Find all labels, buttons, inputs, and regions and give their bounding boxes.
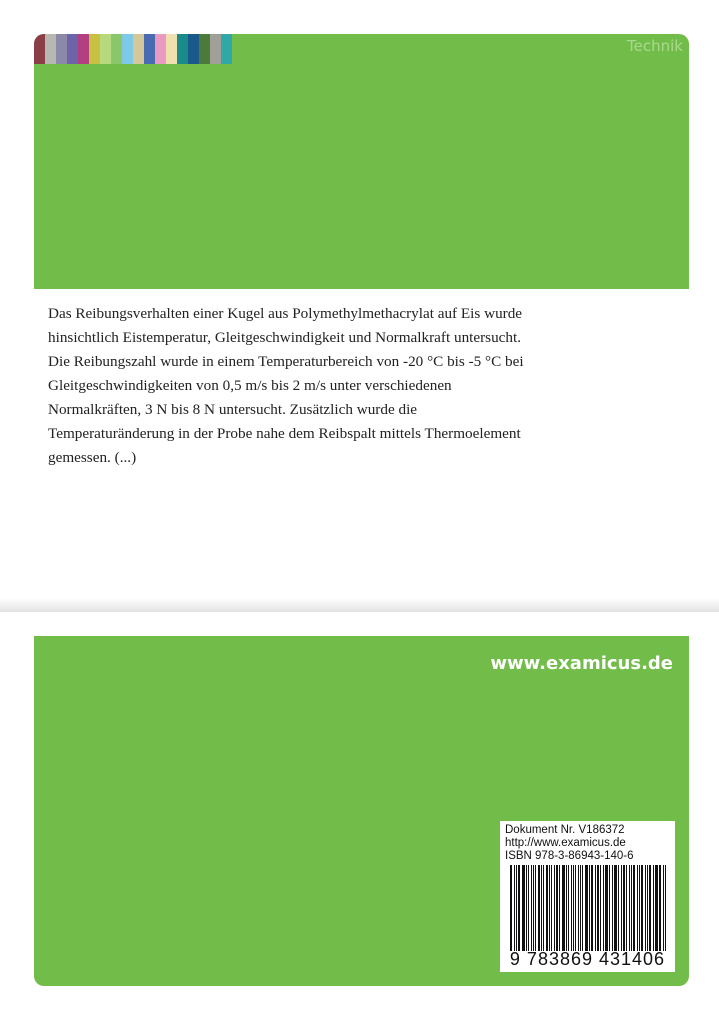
color-stripe bbox=[133, 34, 144, 64]
barcode-bar bbox=[623, 865, 625, 951]
color-stripe bbox=[155, 34, 166, 64]
barcode-bar bbox=[641, 865, 643, 951]
barcode-bar bbox=[535, 865, 536, 951]
color-stripe bbox=[34, 34, 45, 64]
color-stripe bbox=[100, 34, 111, 64]
barcode-bar bbox=[609, 865, 610, 951]
color-stripe bbox=[111, 34, 122, 64]
top-green-panel bbox=[34, 34, 689, 289]
isbn: ISBN 978-3-86943-140-6 bbox=[505, 850, 634, 862]
barcode-bar bbox=[556, 865, 558, 951]
barcode-bar bbox=[626, 865, 627, 951]
barcode-bar bbox=[605, 865, 608, 951]
barcode-bar bbox=[543, 865, 544, 951]
abstract-line: gemessen. (...) bbox=[48, 449, 137, 466]
barcode-bar bbox=[603, 865, 604, 951]
barcode-bar bbox=[595, 865, 596, 951]
abstract-text bbox=[48, 302, 678, 470]
barcode-bar bbox=[571, 865, 572, 951]
color-stripe bbox=[67, 34, 78, 64]
barcode-bar bbox=[516, 865, 517, 951]
color-stripe bbox=[78, 34, 89, 64]
color-stripe bbox=[177, 34, 188, 64]
barcode-bars bbox=[508, 865, 668, 951]
color-stripes bbox=[34, 34, 232, 64]
barcode-bar bbox=[618, 865, 619, 951]
barcode-bar bbox=[546, 865, 548, 951]
abstract-line: Normalkräften, 3 N bis 8 N untersucht. Zusätzlich wurde die bbox=[48, 401, 418, 418]
color-stripe bbox=[210, 34, 221, 64]
barcode-bar bbox=[614, 865, 617, 951]
barcode-bar bbox=[637, 865, 638, 951]
barcode-info bbox=[505, 824, 634, 863]
abstract-line: Die Reibungszahl wurde in einem Temperaturbereich von -20 °C bis -5 °C bei bbox=[48, 353, 524, 370]
barcode-bar bbox=[522, 865, 525, 951]
barcode-bar bbox=[649, 865, 651, 951]
barcode-bar bbox=[573, 865, 574, 951]
barcode-bar bbox=[528, 865, 529, 951]
color-stripe bbox=[45, 34, 56, 64]
publisher-url: http://www.examicus.de bbox=[505, 837, 626, 849]
barcode-bar bbox=[621, 865, 622, 951]
color-stripe bbox=[89, 34, 100, 64]
bottom-green-panel bbox=[34, 636, 689, 986]
barcode-bar bbox=[531, 865, 532, 951]
barcode-bar bbox=[600, 865, 601, 951]
barcode-bar bbox=[659, 865, 661, 951]
barcode-bar bbox=[653, 865, 654, 951]
barcode-bar bbox=[582, 865, 583, 951]
barcode-bar bbox=[518, 865, 520, 951]
barcode-bar bbox=[612, 865, 613, 951]
barcode-bar bbox=[575, 865, 576, 951]
barcode-bar bbox=[663, 865, 664, 951]
category-label: Technik bbox=[627, 37, 683, 55]
page-fold-shadow bbox=[0, 598, 719, 612]
barcode-bar bbox=[647, 865, 648, 951]
barcode-digits: 9 783869 431406 bbox=[509, 949, 666, 969]
color-stripe bbox=[144, 34, 155, 64]
barcode-bar bbox=[629, 865, 630, 951]
barcode-bar bbox=[591, 865, 593, 951]
barcode-bar bbox=[655, 865, 658, 951]
barcode-bar bbox=[585, 865, 588, 951]
color-stripe bbox=[199, 34, 210, 64]
barcode-bar bbox=[514, 865, 515, 951]
barcode-bar bbox=[639, 865, 640, 951]
barcode-bar bbox=[559, 865, 560, 951]
barcode-bar bbox=[589, 865, 590, 951]
barcode-bar bbox=[538, 865, 540, 951]
barcode-bar bbox=[551, 865, 552, 951]
color-stripe bbox=[188, 34, 199, 64]
color-stripe bbox=[221, 34, 232, 64]
barcode-bar bbox=[578, 865, 579, 951]
document-number: Dokument Nr. V186372 bbox=[505, 824, 625, 836]
barcode-bar bbox=[549, 865, 550, 951]
barcode-bar bbox=[562, 865, 565, 951]
color-stripe bbox=[56, 34, 67, 64]
barcode-bar bbox=[566, 865, 567, 951]
barcode-bar bbox=[554, 865, 555, 951]
barcode-bar bbox=[597, 865, 599, 951]
barcode-bar bbox=[510, 865, 512, 951]
barcode-box bbox=[500, 821, 675, 972]
abstract-line: hinsichtlich Eistemperatur, Gleitgeschwindigkeit und Normalkraft untersucht. bbox=[48, 329, 522, 346]
barcode-bar bbox=[526, 865, 527, 951]
color-stripe bbox=[122, 34, 133, 64]
barcode-bar bbox=[645, 865, 646, 951]
publisher-website: www.examicus.de bbox=[490, 653, 673, 674]
barcode-bar bbox=[533, 865, 534, 951]
abstract-line: Das Reibungsverhalten einer Kugel aus Polymethylmethacrylat auf Eis wurde bbox=[48, 305, 523, 322]
barcode-bar bbox=[568, 865, 569, 951]
abstract-line: Temperaturänderung in der Probe nahe dem Reibspalt mittels Thermoelement bbox=[48, 425, 521, 442]
barcode-bar bbox=[633, 865, 635, 951]
abstract-line: Gleitgeschwindigkeiten von 0,5 m/s bis 2 m/s unter verschiedenen bbox=[48, 377, 452, 394]
barcode-bar bbox=[541, 865, 542, 951]
barcode-bar bbox=[631, 865, 632, 951]
color-stripe bbox=[166, 34, 177, 64]
barcode-bar bbox=[580, 865, 581, 951]
barcode-bar bbox=[665, 865, 666, 951]
